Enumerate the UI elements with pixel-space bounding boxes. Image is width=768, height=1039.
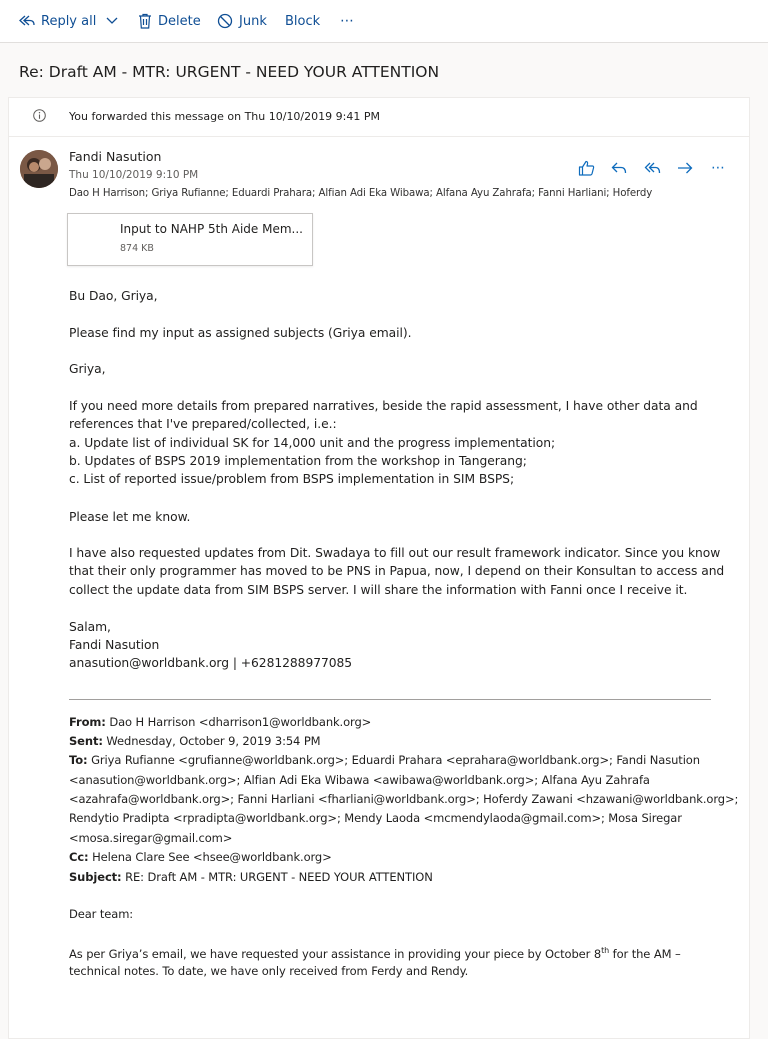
block-circle-icon <box>217 13 233 29</box>
quoted-to-line: <azahrafa@worldbank.org>; Fanni Harliani <fharliani@worldbank.org>; Hoferdy Zawani <hzawani@worldbank.org>; <box>69 792 739 806</box>
sent-date: Thu 10/10/2019 9:10 PM <box>69 169 199 181</box>
body-greeting: Bu Dao, Griya, <box>69 289 158 303</box>
reply-all-message-button[interactable] <box>641 158 663 178</box>
delete-button[interactable] <box>138 11 201 31</box>
body-line: b. Updates of BSPS 2019 implementation from the workshop in Tangerang; <box>69 454 527 468</box>
body-line: a. Update list of individual SK for 14,000 unit and the progress implementation; <box>69 436 556 450</box>
block-button[interactable] <box>285 11 320 31</box>
reply-button[interactable] <box>608 158 630 178</box>
quoted-greeting: Dear team: <box>69 907 134 921</box>
reply-icon <box>611 161 627 175</box>
quoted-to: To: Griya Rufianne <grufianne@worldbank.org>; Eduardi Prahara <eprahara@worldbank.org>; Fandi Nasution <box>69 753 700 767</box>
reply-all-label: Reply all <box>41 13 97 29</box>
attachment-name: Input to NAHP 5th Aide Mem... <box>120 222 303 236</box>
sender-avatar[interactable] <box>20 150 58 188</box>
body-paragraph: Griya, <box>69 362 106 376</box>
command-toolbar <box>0 0 768 43</box>
reply-all-icon <box>644 161 661 175</box>
attachment-size: 874 KB <box>120 243 154 254</box>
signature-line: Salam, <box>69 620 111 634</box>
quoted-sent: Sent: Wednesday, October 9, 2019 3:54 PM <box>69 734 321 748</box>
body-paragraph: Please let me know. <box>69 510 191 524</box>
body-paragraph: Please find my input as assigned subjects (Griya email). <box>69 326 412 340</box>
quoted-to-line: <anasution@worldbank.org>; Alfian Adi Eka Wibawa <awibawa@worldbank.org>; Alfana Ayu Zahrafa <box>69 773 650 787</box>
forward-button[interactable] <box>674 158 696 178</box>
like-button[interactable] <box>575 158 597 178</box>
avatar-photo-icon <box>20 150 58 188</box>
quoted-cc: Cc: Helena Clare See <hsee@worldbank.org> <box>69 850 332 864</box>
trash-icon <box>138 13 152 29</box>
reply-options-dropdown[interactable] <box>106 11 124 31</box>
junk-button[interactable] <box>217 11 267 31</box>
message-actions <box>575 158 740 178</box>
body-line: that their only programmer has moved to be PNS in Papua, now, I depend on their Konsultan to access and <box>69 564 725 578</box>
message-card <box>8 97 750 1039</box>
forwarded-info-text: You forwarded this message on Thu 10/10/2019 9:41 PM <box>69 110 380 123</box>
body-line: I have also requested updates from Dit. Swadaya to fill out our result framework indicator. Since you know <box>69 546 721 560</box>
quoted-to-line: <mosa.siregar@gmail.com> <box>69 831 233 845</box>
more-actions-button[interactable] <box>340 11 354 31</box>
chevron-down-icon <box>106 17 118 25</box>
message-subject: Re: Draft AM - MTR: URGENT - NEED YOUR ATTENTION <box>19 63 440 81</box>
signature-line: Fandi Nasution <box>69 638 160 652</box>
junk-label: Junk <box>239 13 267 29</box>
quoted-body-line: technical notes. To date, we have only received from Ferdy and Rendy. <box>69 964 469 978</box>
quoted-body-line: As per Griya’s email, we have requested your assistance in providing your piece by October 8th for the AM – <box>69 946 681 961</box>
block-label: Block <box>285 13 321 29</box>
body-line: references that I've prepared/collected, i.e.: <box>69 417 337 431</box>
quote-divider <box>69 699 711 700</box>
delete-label: Delete <box>158 13 201 29</box>
reply-all-button[interactable] <box>19 11 96 31</box>
message-more-button[interactable] <box>707 158 729 178</box>
more-icon: ⋯ <box>340 13 354 29</box>
reply-all-icon <box>19 14 35 28</box>
body-line: c. List of reported issue/problem from BSPS implementation in SIM BSPS; <box>69 472 515 486</box>
quoted-to-line: Rendytio Pradipta <rpradipta@worldbank.org>; Mendy Laoda <mcmendylaoda@gmail.com>; Mosa Siregar <box>69 811 682 825</box>
forwarded-info-bar <box>9 98 749 137</box>
body-line: collect the update data from SIM BSPS server. I will share the information with Fanni once I receive it. <box>69 583 688 597</box>
body-line: If you need more details from prepared narratives, beside the rapid assessment, I have other data and <box>69 399 698 413</box>
more-icon: ⋯ <box>711 160 725 176</box>
info-icon <box>33 109 46 122</box>
attachment-card[interactable] <box>67 213 313 266</box>
recipients-list[interactable]: Dao H Harrison; Griya Rufianne; Eduardi Prahara; Alfian Adi Eka Wibawa; Alfana Ayu Zahrafa; Fanni Harliani; Hoferdy <box>69 188 653 199</box>
forward-arrow-icon <box>677 161 693 175</box>
signature-line: anasution@worldbank.org | +6281288977085 <box>69 656 353 670</box>
quoted-subject: Subject: RE: Draft AM - MTR: URGENT - NEED YOUR ATTENTION <box>69 870 433 884</box>
quoted-from: From: Dao H Harrison <dharrison1@worldbank.org> <box>69 715 372 729</box>
sender-name[interactable]: Fandi Nasution <box>69 149 162 164</box>
thumbs-up-icon <box>578 160 595 176</box>
